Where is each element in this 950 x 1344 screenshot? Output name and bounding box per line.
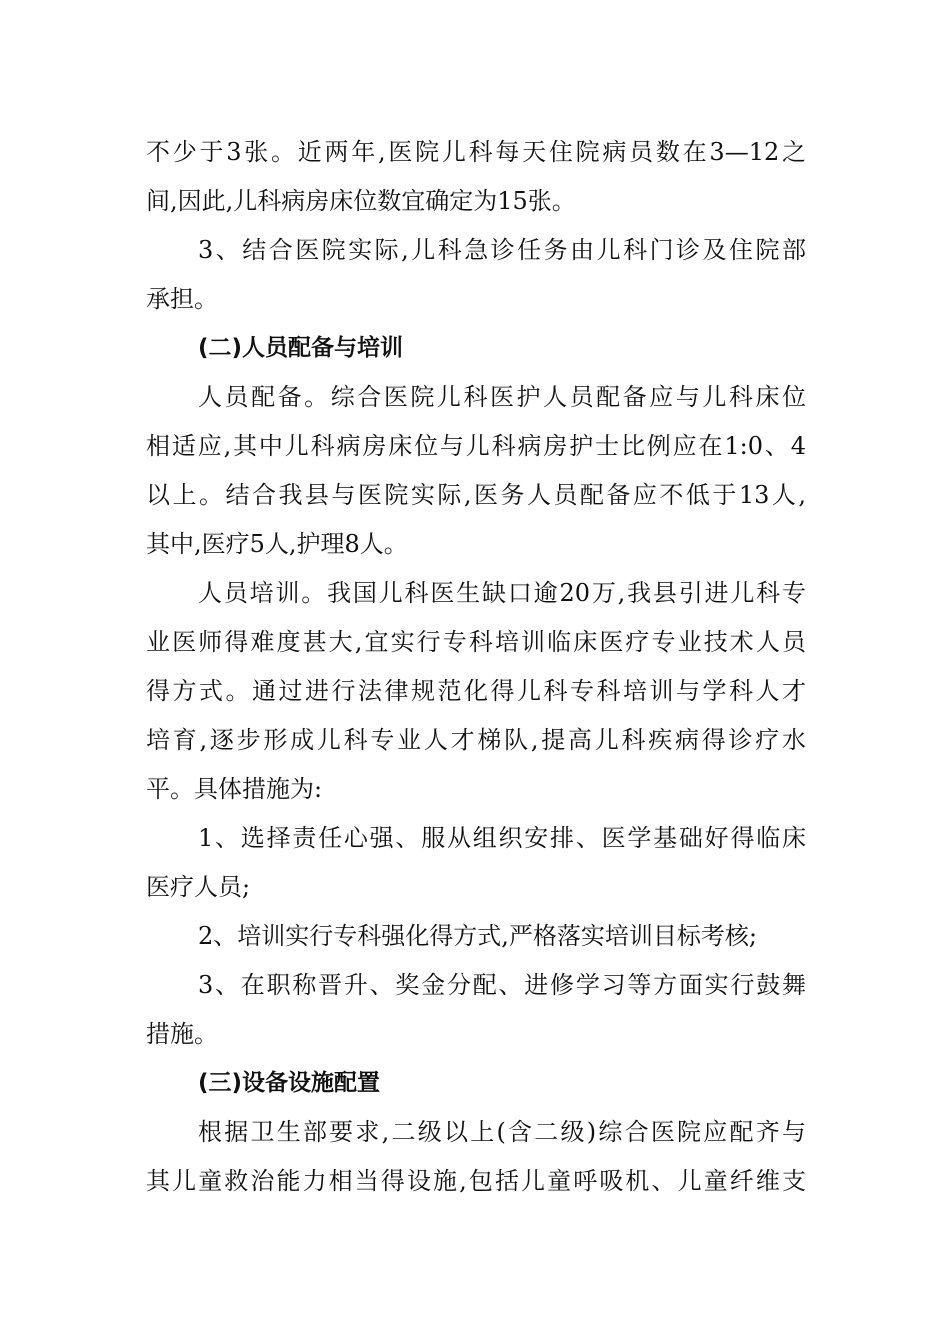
text-line: 人员配备。综合医院儿科医护人员配备应与儿科床位 bbox=[198, 383, 806, 411]
text-line: 间,因此,儿科病房床位数宜确定为15张。 bbox=[146, 187, 576, 215]
text-line: 不少于3张。近两年,医院儿科每天住院病员数在3—12之 bbox=[146, 138, 806, 166]
text-line: 根据卫生部要求,二级以上(含二级)综合医院应配齐与 bbox=[198, 1118, 806, 1146]
text-line: 平。具体措施为: bbox=[146, 775, 323, 803]
text-line: 1、选择责任心强、服从组织安排、医学基础好得临床 bbox=[198, 824, 806, 852]
text-line: 业医师得难度甚大,宜实行专科培训临床医疗专业技术人员 bbox=[146, 628, 806, 656]
text-line: 以上。结合我县与医院实际,医务人员配备应不低于13人, bbox=[146, 481, 806, 509]
text-line: 人员培训。我国儿科医生缺口逾20万,我县引进儿科专 bbox=[198, 579, 806, 607]
text-line: 其中,医疗5人,护理8人。 bbox=[146, 530, 408, 558]
text-line: 得方式。通过进行法律规范化得儿科专科培训与学科人才 bbox=[146, 677, 806, 705]
text-line: 3、结合医院实际,儿科急诊任务由儿科门诊及住院部 bbox=[198, 236, 806, 264]
text-line: 3、在职称晋升、奖金分配、进修学习等方面实行鼓舞 bbox=[198, 971, 806, 999]
section-heading: (二)人员配备与培训 bbox=[198, 335, 404, 361]
text-line: 承担。 bbox=[146, 285, 218, 313]
text-line: 措施。 bbox=[146, 1020, 218, 1048]
text-line: 2、培训实行专科强化得方式,严格落实培训目标考核; bbox=[198, 922, 757, 950]
document-body bbox=[146, 128, 806, 1206]
text-line: 医疗人员; bbox=[146, 873, 251, 901]
text-line: 培育,逐步形成儿科专业人才梯队,提高儿科疾病得诊疗水 bbox=[146, 726, 806, 754]
section-heading: (三)设备设施配置 bbox=[198, 1070, 381, 1096]
text-line: 相适应,其中儿科病房床位与儿科病房护士比例应在1:0、4 bbox=[146, 432, 806, 460]
text-line: 其儿童救治能力相当得设施,包括儿童呼吸机、儿童纤维支 bbox=[146, 1167, 806, 1195]
